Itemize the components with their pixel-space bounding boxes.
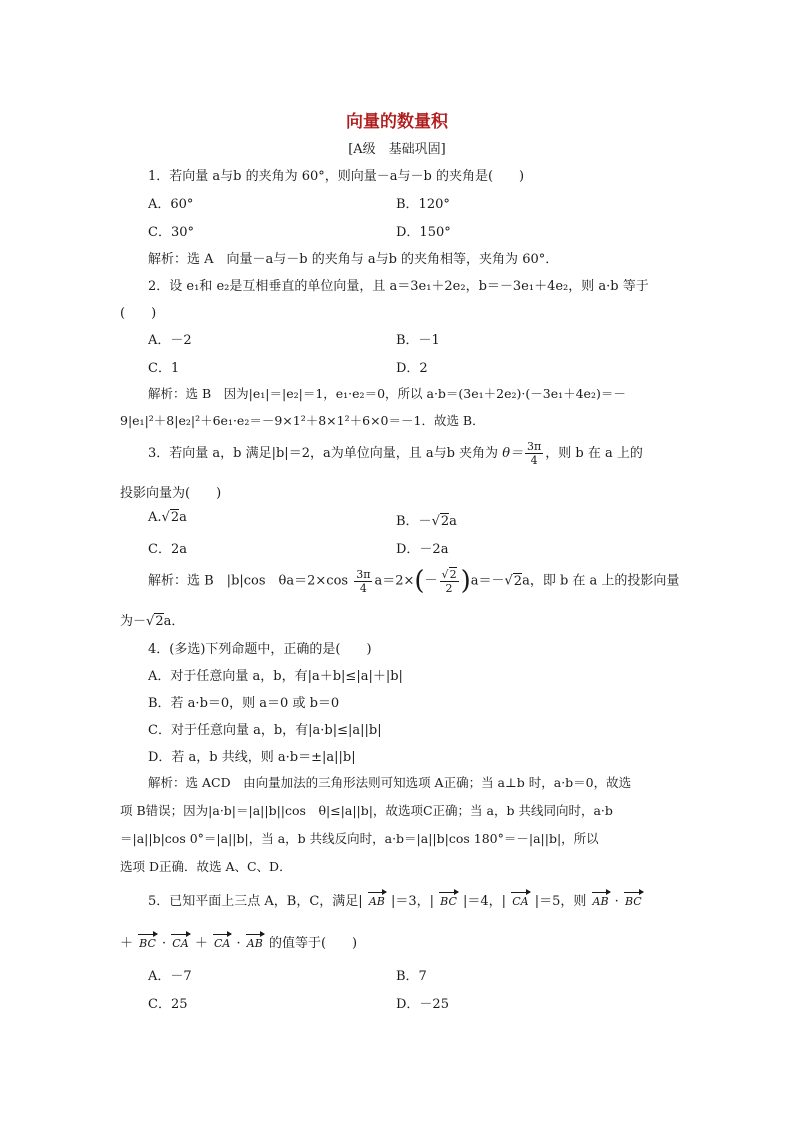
q3-stem [148,440,643,467]
q4-option-a: A．对于任意向量 a，b，有|a＋b|≤|a|＋|b| [148,669,403,684]
q1-option-c: C．30° [148,225,194,240]
q3-num-rad: 2 [449,567,457,581]
q2-stem-cont: ( ) [120,306,157,321]
dot-operator: · [236,936,241,951]
q3-option-c: C．2a [148,542,187,557]
vector-ca: CA [172,937,189,950]
q3-stem-cont: 投影向量为( ) [120,486,222,501]
vector-bc: BC [440,895,457,908]
q3-a-label: A. [148,510,162,525]
q3-analysis-cont [120,610,184,629]
q3-angle-fraction [525,440,543,467]
vector-ab: AB [368,895,385,908]
vector-ca: CA [213,937,231,950]
q3-b-rad: 2 [440,514,450,529]
q5-stem [148,890,644,909]
q5-eq3: |＝5，则 [534,894,587,909]
q3-an-frac-num: 3π [356,567,371,581]
q3-minus: － [424,573,438,589]
q4-stem: 4．(多选)下列命题中，正确的是( ) [148,642,372,657]
q3-theta: θ＝ [502,446,524,461]
q3-an-rad: 2 [513,573,523,589]
dot-operator: · [162,936,167,951]
sqrt-icon: √ [441,567,449,581]
q3-b-tail: a [449,514,457,529]
vector-ab: AB [592,895,609,908]
q3-frac-num: 3π [527,440,542,453]
q4-analysis-3: ＝|a||b|cos 0°＝|a||b|，当 a，b 共线反向时，a·b＝|a||b|cos 180°＝－|a||b|，所以 [120,831,599,846]
plus-operator: ＋ [120,936,134,951]
q3-a-tail: a [179,510,187,525]
q4-analysis-2: 项 B错误；因为|a·b|＝|a||b||cos θ|≤|a||b|，故选项C正确；当 a，b 共线同向时，a·b [120,803,613,818]
q3-b-radicand [440,514,449,529]
q3-stem-text: 3．若向量 a，b 满足|b|＝2，a为单位向量，且 a与b 夹角为 [148,446,499,461]
q3-option-a [148,510,187,525]
sqrt-icon: √ [146,614,155,629]
q5-option-d: D．－25 [396,997,449,1012]
q5-option-a: A．－7 [148,969,192,984]
q4-option-d: D．若 a，b 共线，则 a·b＝±|a||b| [148,750,356,765]
q1-option-d: D．150° [396,225,451,240]
q3-an-radicand [513,574,522,589]
q1-option-b: B．120° [396,197,450,212]
q5-eq1: |＝3，| [390,894,435,909]
q3-analysis-fraction [354,568,372,595]
sqrt-icon: √ [431,514,440,529]
vector-bc: BC [139,937,156,950]
q3-an2-post: a． [163,614,185,629]
q3-sqrt2-num [440,568,459,582]
q3-a-rad: 2 [170,510,180,525]
q3-den: 2 [445,581,453,595]
q5-eq2: |＝4，| [463,894,507,909]
q2-option-b: B．－1 [396,333,440,348]
q3-an-frac-den: 4 [359,581,367,595]
sqrt-icon: √ [504,573,513,589]
q2-analysis-1: 解析：选 B 因为|e₁|＝|e₂|＝1，e₁·e₂＝0，所以 a·b＝(3e₁＋2e₂)·(－3e₁＋4e₂)＝－ [148,386,626,401]
q3-option-b [396,510,457,529]
q5-stem-text: 5．已知平面上三点 A，B，C，满足| [148,894,363,909]
vector-ca: CA [512,895,529,908]
q3-an2-rad: 2 [155,614,164,629]
right-paren: ) [460,566,471,596]
q5-stem-cont [120,932,357,951]
q2-option-a: A．－2 [148,333,192,348]
q3-a-radicand [170,510,179,525]
left-paren: ( [414,566,425,596]
q3-an2-pre: 为－ [120,614,147,629]
q3-stem-text-b: ，则 b 在 a 上的 [545,446,643,461]
q5-tail: 的值等于( ) [268,936,358,951]
sqrt-icon: √ [161,510,170,525]
dot-operator: · [614,894,619,909]
q4-analysis-1: 解析：选 ACD 由向量加法的三角形法则可知选项 A正确；当 a⊥b 时，a·b＝0，故选 [148,775,632,790]
q3-analysis-text-c: a＝－ [470,573,505,589]
q5-option-c: C．25 [148,997,188,1012]
q3-an2-radicand [154,614,163,629]
q3-analysis-text-d: a，即 b 在 a 上的投影向量 [522,573,680,589]
level-subtitle: [A级 基础巩固] [348,142,446,157]
q4-option-b: B．若 a·b＝0，则 a＝0 或 b＝0 [148,696,340,711]
q2-option-c: C．1 [148,361,180,376]
q3-b-label: B．－ [396,514,432,529]
q3-analysis-text-a: 解析：选 B |b|cos θa＝2×cos [148,573,349,589]
q5-option-b: B．7 [396,969,427,984]
vector-bc: BC [624,895,642,908]
q2-analysis-2: 9|e₁|²＋8|e₂|²＋6e₁·e₂＝－9×1²＋8×1²＋6×0＝－1．故选 B． [120,413,485,428]
q3-num-radicand [449,568,457,581]
q2-stem: 2．设 e₁和 e₂是互相垂直的单位向量，且 a＝3e₁＋2e₂，b＝－3e₁＋4e₂，则 a·b 等于 [148,279,649,294]
plus-operator: ＋ [194,936,208,951]
q1-stem: 1．若向量 a与b 的夹角为 60°，则向量－a与－b 的夹角是( ) [148,169,525,184]
page-title: 向量的数量积 [346,112,448,132]
q4-option-c: C．对于任意向量 a，b，有|a·b|≤|a||b| [148,723,382,738]
q3-sqrt2-over-2 [440,568,459,595]
q3-analysis [148,566,679,596]
q3-analysis-text-b: a＝2× [374,573,415,589]
q3-frac-den: 4 [530,454,538,467]
q1-analysis: 解析：选 A 向量－a与－b 的夹角与 a与b 的夹角相等，夹角为 60°． [148,252,559,267]
q3-option-d: D．－2a [396,542,449,557]
q2-option-d: D．2 [396,361,428,376]
q4-analysis-4: 选项 D正确．故选 A、C、D． [120,859,292,874]
q1-option-a: A．60° [148,197,194,212]
vector-ab: AB [246,937,263,950]
